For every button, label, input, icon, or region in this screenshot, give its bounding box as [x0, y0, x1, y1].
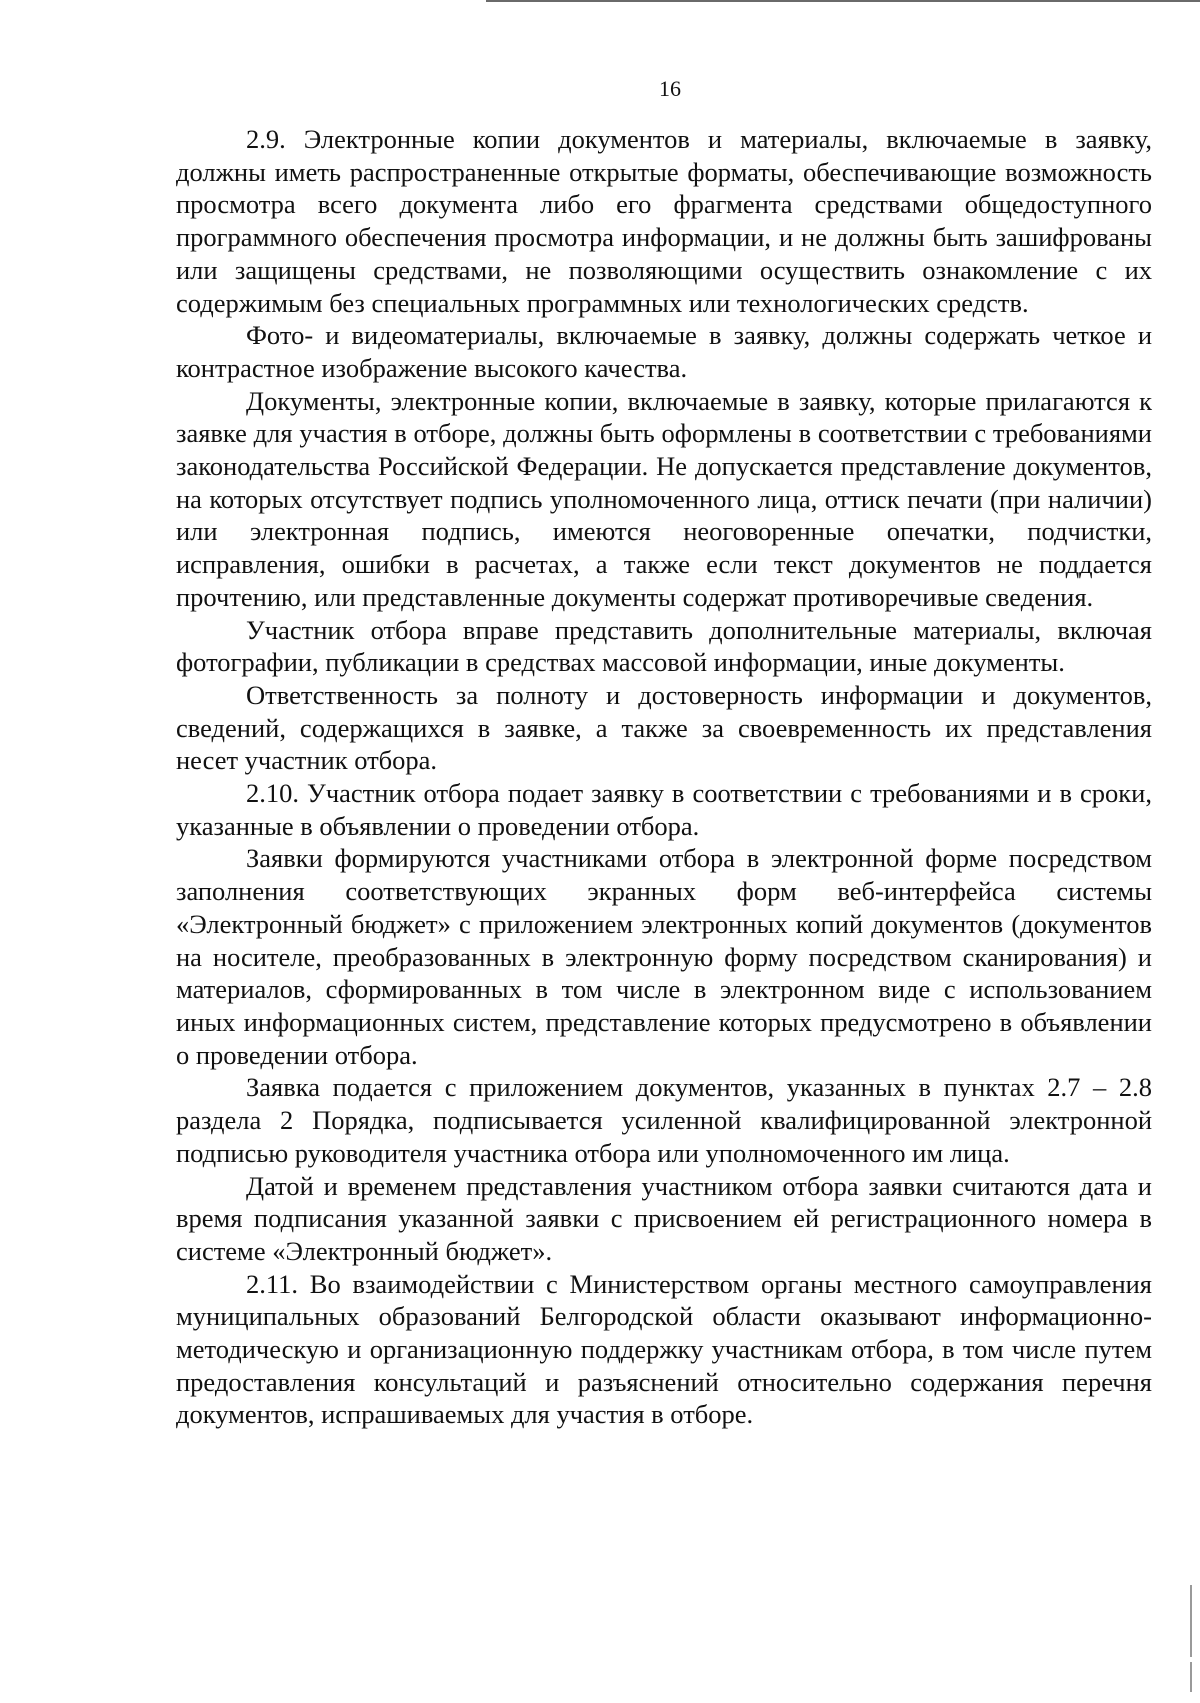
- scan-top-border: [486, 0, 1200, 2]
- paragraph-2-10: 2.10. Участник отбора подает заявку в соответствии с требованиями и в сроки, указанные в объявлении о проведении отбора.: [176, 778, 1152, 841]
- scan-edge-mark: [1190, 1662, 1192, 1692]
- paragraph-2-11: 2.11. Во взаимодействии с Министерством органы местного самоуправления муниципальных образований Белгородской области оказывают информационно-методическую и организационную поддержку участникам отбора, в том числе путем предоставления консультаций и разъяснений относительно содержания перечня документов, испрашиваемых для участия в отборе.: [176, 1268, 1152, 1430]
- paragraph-submission-date: Датой и временем представления участником отбора заявки считаются дата и время подписания указанной заявки с присвоением ей регистрационного номера в системе «Электронный бюджет».: [176, 1170, 1152, 1266]
- document-body: [176, 123, 1152, 1431]
- paragraph-additional-materials: Участник отбора вправе представить дополнительные материалы, включая фотографии, публикации в средствах массовой информации, иные документы.: [176, 614, 1152, 678]
- paragraph-responsibility: Ответственность за полноту и достоверность информации и документов, сведений, содержащихся в заявке, а также за своевременность их представления несет участник отбора.: [176, 679, 1152, 776]
- scan-edge-mark: [1190, 1585, 1192, 1657]
- paragraph-2-9: 2.9. Электронные копии документов и материалы, включаемые в заявку, должны иметь распространенные открытые форматы, обеспечивающие возможность просмотра всего документа либо его фрагмента средствами общедоступного программного обеспечения просмотра информации, и не должны быть зашифрованы или защищены средствами, не позволяющими осуществить ознакомление с их содержимым без специальных программных или технологических средств.: [176, 124, 1152, 318]
- paragraph-application-submission: Заявка подается с приложением документов, указанных в пунктах 2.7 – 2.8 раздела 2 Порядка, подписывается усиленной квалифицированной электронной подписью руководителя участника отбора или уполномоченного им лица.: [176, 1072, 1152, 1168]
- paragraph-photo-video: Фото- и видеоматериалы, включаемые в заявку, должны содержать четкое и контрастное изображение высокого качества.: [176, 320, 1152, 383]
- page-number: 16: [659, 76, 681, 101]
- paragraph-documents-requirements: Документы, электронные копии, включаемые в заявку, которые прилагаются к заявке для участия в отборе, должны быть оформлены в соответствии с требованиями законодательства Российской Федерации. Не допускается представление документов, на которых отсутствует подпись уполномоченного лица, оттиск печати (при наличии) или электронная подпись, имеются неоговоренные опечатки, подчистки, исправления, ошибки в расчетах, а также если текст документов не поддается прочтению, или представленные документы содержат противоречивые сведения.: [176, 385, 1152, 612]
- paragraph-application-forming: Заявки формируются участниками отбора в электронной форме посредством заполнения соответствующих экранных форм веб-интерфейса системы «Электронный бюджет» с приложением электронных копий документов (документов на носителе, преобразованных в электронную форму посредством сканирования) и материалов, сформированных в том числе в электронном виде с использованием иных информационных систем, представление которых предусмотрено в объявлении о проведении отбора.: [176, 843, 1152, 1070]
